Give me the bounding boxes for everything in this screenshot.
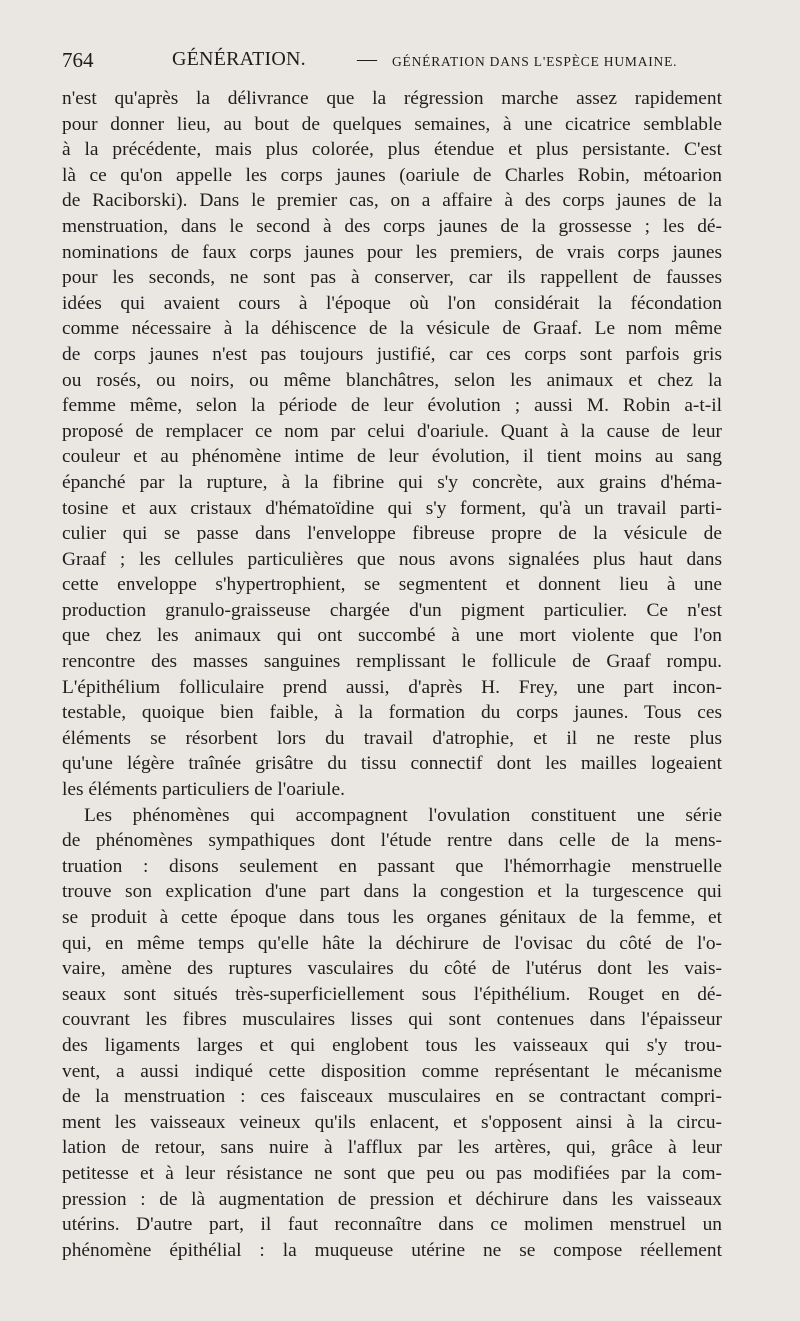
text-line: se produit à cette époque dans tous les organes génitaux de la femme, et: [62, 907, 722, 928]
text-line: L'épithélium folliculaire prend aussi, d'après H. Frey, une part incon-: [62, 676, 722, 698]
text-line: là ce qu'on appelle les corps jaunes (oariule de Charles Robin, métoarion: [62, 164, 722, 186]
text-line: à la précédente, mais plus colorée, plus étendue et plus persistante. C'est: [62, 139, 722, 161]
text-line: qui, en même temps qu'elle hâte la déchirure de l'ovisac du côté de l'o-: [62, 932, 722, 954]
text-line: lation de retour, sans nuire à l'afflux par les artères, qui, grâce à leur: [62, 1137, 722, 1159]
text-line: idées qui avaient cours à l'époque où l'on considérait la fécondation: [62, 292, 722, 314]
text-line: de Raciborski). Dans le premier cas, on a affaire à des corps jaunes de la: [62, 190, 722, 212]
text-line: pour les seconds, ne sont pas à conserver, car ils rappellent de fausses: [62, 267, 722, 289]
text-line: pour donner lieu, au bout de quelques semaines, à une cicatrice semblable: [62, 113, 722, 135]
running-title-separator: —: [357, 48, 377, 70]
text-line: menstruation, dans le second à des corps jaunes de la grossesse ; les dé-: [62, 215, 722, 237]
text-line: tosine et aux cristaux d'hématoïdine qui s'y forment, qu'à un travail parti-: [62, 497, 722, 519]
text-line: utérins. D'autre part, il faut reconnaître dans ce molimen menstruel un: [62, 1214, 722, 1236]
text-line: que chez les animaux qui ont succombé à une mort violente que l'on: [62, 625, 722, 647]
text-line: épanché par la rupture, à la fibrine qui s'y concrète, aux grains d'héma-: [62, 471, 722, 493]
text-line: proposé de remplacer ce nom par celui d'oariule. Quant à la cause de leur: [62, 420, 722, 442]
text-line: testable, quoique bien faible, à la formation du corps jaunes. Tous ces: [62, 702, 722, 724]
paragraph-1: [62, 86, 722, 803]
text-line: petitesse et à leur résistance ne sont que peu ou pas modifiées par la com-: [62, 1162, 722, 1184]
text-line: éléments se résorbent lors du travail d'atrophie, et il ne reste plus: [62, 727, 722, 749]
text-line: pression : de là augmentation de pression et déchirure dans les vaisseaux: [62, 1188, 722, 1210]
text-line: truation : disons seulement en passant que l'hémorrhagie menstruelle: [62, 855, 722, 877]
running-subtitle: GÉNÉRATION DANS L'ESPÈCE HUMAINE.: [392, 54, 678, 69]
text-line: de phénomènes sympathiques dont l'étude rentre dans celle de la mens-: [62, 830, 722, 852]
text-line: ment les vaisseaux veineux qu'ils enlacent, et s'opposent ainsi à la circu-: [62, 1111, 722, 1133]
text-line: couleur et au phénomène intime de leur évolution, il tient moins au sang: [62, 446, 722, 468]
text-line: vaire, amène des ruptures vasculaires du côté de l'utérus dont les vais-: [62, 958, 722, 980]
text-line: vent, a aussi indiqué cette disposition comme représentant le mécanisme: [62, 1060, 722, 1082]
text-line: n'est qu'après la délivrance que la régression marche assez rapidement: [62, 88, 722, 109]
text-line: qu'une légère traînée grisâtre du tissu connectif dont les mailles logeaient: [62, 753, 722, 775]
text-line: cette enveloppe s'hypertrophient, se segmentent et donnent lieu à une: [62, 574, 722, 596]
text-line: rencontre des masses sanguines remplissant le follicule de Graaf rompu.: [62, 651, 722, 673]
text-line: comme nécessaire à la déhiscence de la vésicule de Graaf. Le nom même: [62, 318, 722, 340]
text-line: nominations de faux corps jaunes pour les premiers, de vrais corps jaunes: [62, 241, 722, 263]
text-line: Graaf ; les cellules particulières que nous avons signalées plus haut dans: [62, 548, 722, 570]
text-line: ou rosés, ou noirs, ou même blanchâtres, selon les animaux et chez la: [62, 369, 722, 391]
paragraph-2: [62, 803, 722, 1264]
text-line: phénomène épithélial : la muqueuse utérine ne se compose réellement: [62, 1239, 722, 1261]
text-line: les éléments particuliers de l'oariule.: [62, 779, 345, 801]
running-title: GÉNÉRATION.: [172, 48, 306, 70]
text-line: trouve son explication d'une part dans la congestion et la turgescence qui: [62, 881, 722, 903]
text-line: femme même, selon la période de leur évolution ; aussi M. Robin a-t-il: [62, 395, 722, 417]
page-number: 764: [62, 48, 94, 72]
text-line: couvrant les fibres musculaires lisses qui sont contenues dans l'épaisseur: [62, 1009, 722, 1031]
text-line: culier qui se passe dans l'enveloppe fibreuse propre de la vésicule de: [62, 523, 722, 545]
text-line: de corps jaunes n'est pas toujours justifié, car ces corps sont parfois gris: [62, 343, 722, 365]
page-header: [62, 44, 722, 76]
text-line: seaux sont situés très-superficiellement sous l'épithélium. Rouget en dé-: [62, 983, 722, 1005]
body-text: [62, 86, 722, 1263]
text-line: production granulo-graisseuse chargée d'un pigment particulier. Ce n'est: [62, 599, 722, 621]
text-line: de la menstruation : ces faisceaux musculaires en se contractant compri-: [62, 1086, 722, 1108]
text-line: Les phénomènes qui accompagnent l'ovulation constituent une série: [84, 804, 722, 826]
text-line: des ligaments larges et qui englobent tous les vaisseaux qui s'y trou-: [62, 1034, 722, 1056]
